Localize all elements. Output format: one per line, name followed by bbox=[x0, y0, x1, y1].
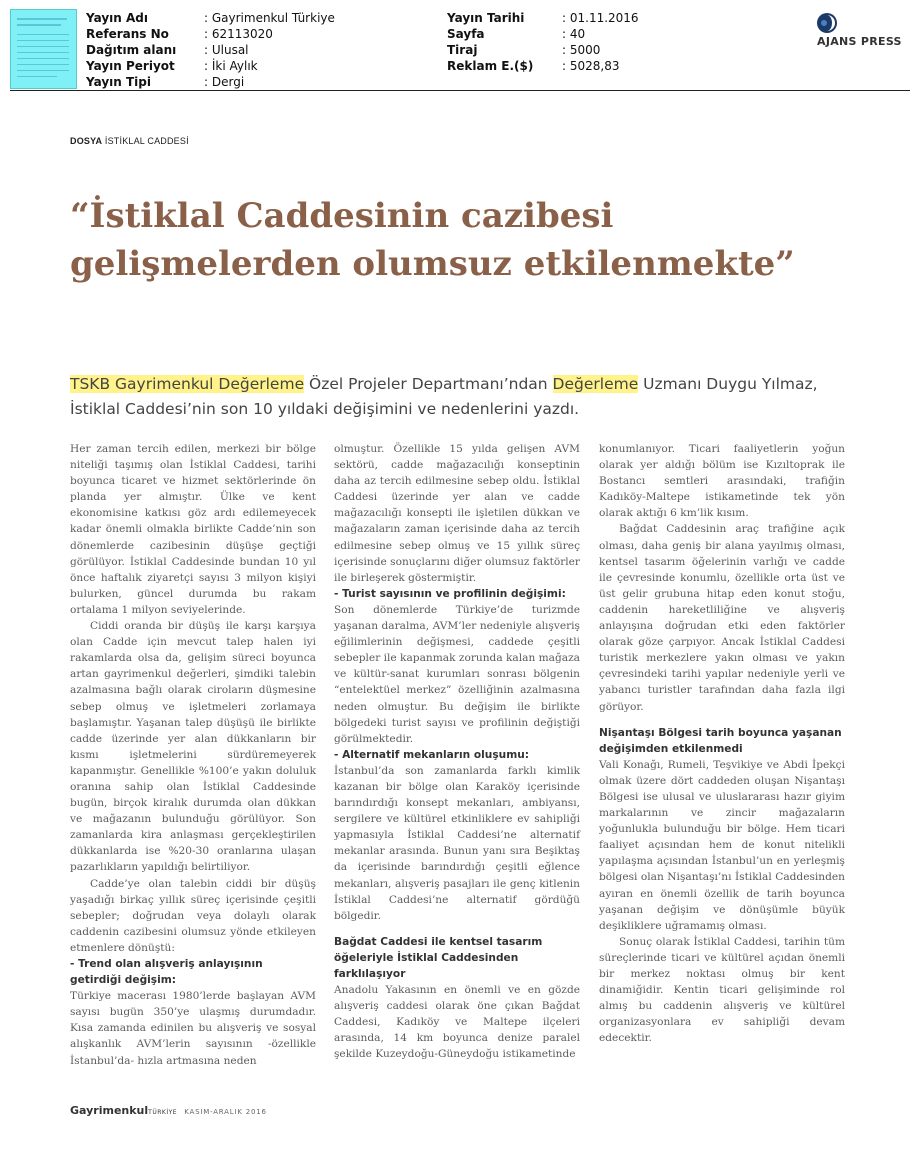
thumbnail-line bbox=[17, 64, 69, 65]
thumbnail-line bbox=[17, 46, 69, 47]
paragraph: Ciddi oranda bir düşüş ile karşı karşıya olan Cadde için mevcut talep halen iyi rakamlarda olsa da, gelişim süreci boyunca artan gayrimenkul değerleri, şimdiki talebin azalmasına bağlı olarak ciroların düşmesine sebep olmuş ve işletmeleri zorlamaya başlamıştır. Yaşanan talep düşüşü ile birlikte cadde üzerinde yer alan dükkanların bir kısmı işletmelerini sürdüremeyerek kapanmıştır. Genellikle %100’e yakın doluluk oranına sahip olan İstiklal Caddesinde bugün, birçok kiralık durumda olan dükkan ve mağazanın bulunduğu görülüyor. Son zamanlarda kira anlaşması gerçekleştirilen dükkanlarda ise %20-30 oranlarına ulaşan pazarlıkların yapıldığı belirtiliyor. bbox=[70, 620, 316, 874]
paragraph: Sonuç olarak İstiklal Caddesi, tarihin tüm süreçlerinde ticari ve kültürel açıdan önemli bir merkez noktası olmuş bir kent dinamiğidir. Kentin ticari gelişiminde rol almış bu caddenin alışveriş ve kültürel organizasyonlara ev sahipliği devam edecektir. bbox=[599, 935, 845, 1045]
subheading: Bağdat Caddesi ile kentsel tasarım öğeleriyle İstiklal Caddesinden farklılaşıyor bbox=[334, 935, 543, 980]
thumbnail-line bbox=[17, 18, 67, 20]
meta-value: : 62113020 bbox=[204, 27, 273, 41]
page-thumbnail[interactable] bbox=[10, 9, 77, 89]
meta-value: : 5000 bbox=[562, 43, 601, 57]
subheading: - Alternatif mekanların oluşumu: bbox=[334, 748, 530, 761]
meta-row-reklam bbox=[447, 58, 639, 74]
section-label-bold: DOSYA bbox=[70, 136, 103, 146]
meta-row-tiraj bbox=[447, 42, 639, 58]
paragraph: Anadolu Yakasının en önemli ve en gözde alışveriş caddesi olarak öne çıkan Bağdat Caddesi, Kadıköy ve Maltepe ilçeleri arasında, 14 km boyunca denize paralel şekilde Kuzeydoğu-Güneydoğu istikametinde bbox=[334, 984, 580, 1061]
thumbnail-line bbox=[17, 40, 69, 41]
meta-value: : 40 bbox=[562, 27, 586, 41]
subheading: Nişantaşı Bölgesi tarih boyunca yaşanan değişimden etkilenmedi bbox=[599, 726, 842, 755]
meta-value: : İki Aylık bbox=[204, 59, 258, 73]
headline-line-1: “İstiklal Caddesinin cazibesi bbox=[70, 196, 614, 236]
meta-row-yayin-tipi bbox=[86, 74, 335, 90]
footer-brand: Gayrimenkul bbox=[70, 1104, 149, 1117]
footer-issue-date: KASIM-ARALIK 2016 bbox=[184, 1108, 267, 1116]
meta-right bbox=[447, 10, 639, 74]
logo-text: AJANS PRESS bbox=[817, 35, 902, 48]
footer-brand-sub: TÜRKİYE bbox=[148, 1109, 178, 1116]
meta-row-referans-no bbox=[86, 26, 335, 42]
headline-line-2: gelişmelerden olumsuz etkilenmekte” bbox=[70, 244, 795, 284]
paragraph: Vali Konağı, Rumeli, Teşvikiye ve Abdi İpekçi olmak üzere dört caddeden oluşan Nişantaşı Bölgesi ise ulusal ve uluslararası hazır giyim markalarının ve zincir mağazaların yoğunlukla bulunduğu bir bölge. Hem ticari faaliyet açısından hem de konut nitelikli yapılaşma açısından İstanbul’un en yerleşmiş bölgesi olan Nişantaşı’nı İstiklal Caddesinden ayıran en önemli özellik de tarih boyunca yaşanan değişim ve dönüşümle büyük deşikliklere uğramamış olması. bbox=[599, 758, 845, 932]
meta-label: Reklam E.($) bbox=[447, 59, 534, 73]
meta-row-dagitim-alani bbox=[86, 42, 335, 58]
lead-text: Uzmanı Duygu Yılmaz, İstiklal Caddesi’nin son 10 yıldaki değişimini ve nedenlerini yazdı. bbox=[70, 375, 818, 418]
meta-value: : Dergi bbox=[204, 75, 245, 89]
paragraph: İstanbul’da son zamanlarda farklı kimlik kazanan bir bölge olan Karaköy içerisinde barındırdığı konsept mekanları, ambiyansı, sergilere ve kültürel etkinliklere ev sahipliği yapmasıyla İstiklal Caddesi’ne alternatif mekanlar arasında. Bunun yanı sıra Beşiktaş da içerisinde barındırdığı çeşitli eğlence mekanları, alışveriş pasajları ile genç kitlenin İstiklal Caddesi’ne alternatif gördüğü bölgedir. bbox=[334, 764, 580, 922]
meta-value: : 01.11.2016 bbox=[562, 11, 639, 25]
paragraph: Her zaman tercih edilen, merkezi bir bölge niteliği taşımış olan İstiklal Caddesi, tarihi boyunca ticaret ve hizmet sektörlerinde ön planda yer almıştır. Ülke ve kent ekonomisine katkısı göz ardı edilemeyecek kadar önemli olmakla birlikte Cadde’nin son dönemlerde cazibesinin düşüşe geçtiği görülüyor. İstiklal Caddesinde bundan 10 yıl önce haftalık ziyaretçi sayısı 3 milyon kişiyi bulurken, güncel durumda bu rakam ortalama 1 milyon seviyelerinde. bbox=[70, 443, 316, 616]
article-column-3 bbox=[599, 441, 845, 1046]
section-label-rest: İSTİKLAL CADDESİ bbox=[104, 136, 189, 146]
meta-label: Yayın Tarihi bbox=[447, 11, 525, 25]
thumbnail-line bbox=[17, 76, 57, 77]
subheading: - Turist sayısının ve profilinin değişimi: bbox=[334, 587, 566, 600]
clipping-header bbox=[0, 0, 920, 92]
thumbnail-line bbox=[17, 24, 61, 26]
paragraph: Cadde’ye olan talebin ciddi bir düşüş yaşadığı birkaç yıllık süreç içerisinde çeşitli sebepler; doğrudan veya dolaylı olarak caddenin cazibesini olumsuz yönde etkileyen etmenlere dönüştü: bbox=[70, 877, 316, 954]
meta-label: Tiraj bbox=[447, 43, 478, 57]
thumbnail-line bbox=[17, 70, 69, 71]
paragraph: konumlanıyor. Ticari faaliyetlerin yoğun olarak yer aldığı bölüm ise Kızıltoprak ile Bostancı semtleri arasındaki, trafiğin Kadıköy-Maltepe istikametinde tek yön olarak aktığı 6 km’lik kısım. bbox=[599, 443, 845, 520]
meta-row-sayfa bbox=[447, 26, 639, 42]
meta-label: Sayfa bbox=[447, 27, 485, 41]
paragraph: Türkiye macerası 1980’lerde başlayan AVM sayısı bugün 350’ye ulaşmış durumdadır. Kısa zamanda edinilen bu alışveriş ve sosyal alışkanlık AVM’lerin sayısının -özellikle İstanbul’da- hızla artmasına neden bbox=[70, 990, 316, 1067]
subheading: - Trend olan alışveriş anlayışının getirdiği değişim: bbox=[70, 958, 263, 987]
meta-left bbox=[86, 10, 335, 90]
page-footer bbox=[70, 1104, 267, 1117]
header-divider bbox=[10, 90, 910, 91]
lead-text: Özel Projeler Departmanı’ndan bbox=[304, 375, 553, 393]
highlight-term: TSKB Gayrimenkul Değerleme bbox=[70, 375, 305, 393]
thumbnail-line bbox=[17, 34, 69, 35]
meta-label: Yayın Adı bbox=[86, 11, 148, 25]
meta-label: Yayın Periyot bbox=[86, 59, 175, 73]
thumbnail-line bbox=[17, 58, 69, 59]
meta-value: : Ulusal bbox=[204, 43, 249, 57]
paragraph: Son dönemlerde Türkiye’de turizmde yaşanan daralma, AVM’ler nedeniyle alışveriş eğilimlerinin değişmesi, caddede çeşitli sebepler ile kapanmak zorunda kalan mağaza ve kültür-sanat kurumları sonrası bölgenin “entelektüel merkez” özelliğinin azalmasına neden olmuştur. Bu değişim ile birlikte bölgedeki turist sayısı ve profilinin değiştiği görülmektedir. bbox=[334, 603, 580, 745]
paragraph: olmuştur. Özellikle 15 yılda gelişen AVM sektörü, cadde mağazacılığı konseptinin daha az tercih edilmesine sebep oldu. İstiklal Caddesi üzerinde yer alan ve cadde mağazacılığı konsepti ile işletilen dükkan ve mağazaların zaman içerisinde daha az tercih edilmesine sebep olmuş ve 15 yıllık süreç içerisinde sonuçlarını diğer olumsuz faktörler ile birleşerek göstermiştir. bbox=[334, 443, 580, 584]
meta-value: : 5028,83 bbox=[562, 59, 620, 73]
section-label bbox=[70, 136, 189, 146]
highlight-term: Değerleme bbox=[552, 375, 639, 393]
meta-row-yayin-adi bbox=[86, 10, 335, 26]
meta-label: Referans No bbox=[86, 27, 169, 41]
article-column-1 bbox=[70, 441, 316, 1069]
thumbnail-line bbox=[17, 52, 69, 53]
article-lead bbox=[70, 372, 850, 422]
article-headline bbox=[70, 192, 870, 288]
paragraph: Bağdat Caddesinin araç trafiğine açık olması, daha geniş bir alana yayılmış olması, kentsel tasarım öğelerinin varlığı ve cadde ile çevresinde konumlu, özellikle orta üst ve üst gelir grubuna hitap eden konut stoğu, caddenin hareketliliğine ve alışveriş anlayışına doğrudan etki eden faktörler olarak göze çarpıyor. Ancak İstiklal Caddesi turistik merkezlere yakın olması ve yakın çevresindeki tarihi yapılar nedeniyle yerli ve yabancı turistler tarafından daha fazla ilgi görüyor. bbox=[599, 523, 845, 713]
meta-row-yayin-periyot bbox=[86, 58, 335, 74]
meta-label: Yayın Tipi bbox=[86, 75, 151, 89]
meta-row-yayin-tarihi bbox=[447, 10, 639, 26]
article-column-2 bbox=[334, 441, 580, 1063]
meta-value: : Gayrimenkul Türkiye bbox=[204, 11, 335, 25]
meta-label: Dağıtım alanı bbox=[86, 43, 177, 57]
